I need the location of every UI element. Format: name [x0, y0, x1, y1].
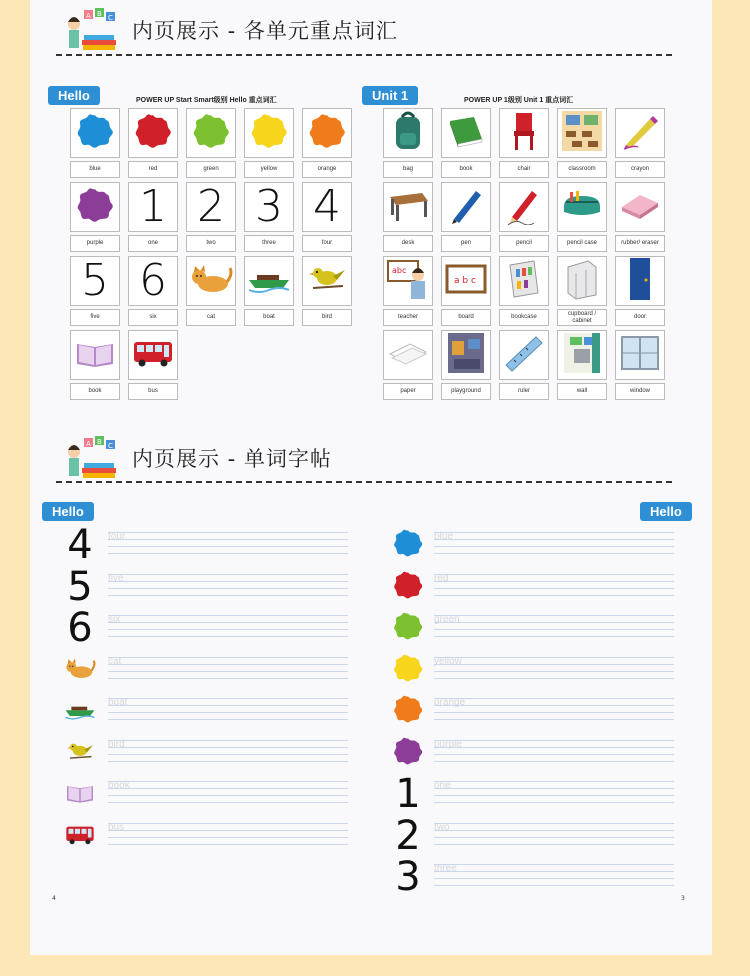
trace-word: two [434, 821, 450, 833]
blue-splash-icon [75, 111, 115, 155]
digit-glyph: 6 [139, 256, 167, 306]
vocab-card [383, 108, 433, 177]
copybook-tag-right: Hello [640, 502, 692, 521]
grid-heading: POWER UP 1级别 Unit 1 重点词汇 [464, 97, 574, 104]
vocab-label: playground [441, 383, 491, 400]
row-picture [60, 692, 100, 730]
vocab-label: orange [302, 161, 352, 178]
vocab-card [615, 108, 665, 177]
vocab-label: purple [70, 235, 120, 252]
vocab-picture [244, 256, 294, 306]
vocab-picture [615, 108, 665, 158]
writing-lines[interactable] [434, 740, 674, 762]
trace-word: bus [108, 821, 125, 833]
vocab-picture [499, 182, 549, 232]
bookcase-icon [504, 257, 544, 305]
vocab-picture [615, 256, 665, 306]
vocab-card [383, 256, 433, 325]
writing-lines[interactable] [108, 574, 348, 596]
vocab-card [499, 182, 549, 251]
vocab-label: board [441, 309, 491, 326]
vocab-label: boat [244, 309, 294, 326]
trace-word: cat [108, 655, 122, 667]
vocab-card [615, 330, 665, 399]
writing-lines[interactable] [108, 698, 348, 720]
desk-icon [386, 185, 430, 229]
trace-word: red [434, 572, 449, 584]
vocab-label: bag [383, 161, 433, 178]
vocab-label: pencil case [557, 235, 607, 252]
svg-text:C: C [108, 14, 113, 22]
vocab-picture [615, 330, 665, 380]
trace-word: orange [434, 697, 466, 708]
red-splash-icon [133, 111, 173, 155]
vocab-picture [302, 256, 352, 306]
teacher-icon [386, 257, 430, 305]
vocab-picture [302, 182, 352, 232]
wall-icon [562, 331, 602, 379]
section-divider [56, 54, 672, 56]
digit-glyph: 2 [395, 812, 421, 859]
trace-word: blue [434, 531, 453, 542]
vocab-card [186, 108, 236, 177]
vocab-label: classroom [557, 161, 607, 178]
unit-tag: Hello [48, 86, 100, 105]
vocab-label: cupboard / cabinet [557, 309, 607, 326]
yellow-splash-icon [249, 111, 289, 155]
trace-word: one [434, 780, 451, 791]
writing-lines[interactable] [108, 615, 348, 637]
cat-icon [189, 262, 233, 300]
vocab-card [499, 330, 549, 399]
vocab-card [499, 108, 549, 177]
purple-splash-icon [392, 735, 424, 771]
vocab-picture [441, 256, 491, 306]
vocab-picture [70, 256, 120, 306]
vocab-card [383, 330, 433, 399]
vocab-label: rubber/ eraser [615, 235, 665, 252]
vocab-card [615, 182, 665, 251]
classroom-icon [560, 109, 604, 157]
vocab-picture [441, 330, 491, 380]
paper-icon [386, 336, 430, 374]
vocab-card [441, 330, 491, 399]
writing-lines[interactable] [108, 823, 348, 845]
trace-word: three [434, 863, 457, 874]
vocab-card [499, 256, 549, 325]
vocab-label: window [615, 383, 665, 400]
vocab-picture [244, 182, 294, 232]
vocab-card [557, 182, 607, 251]
vocab-label: chair [499, 161, 549, 178]
vocab-label: cat [186, 309, 236, 326]
vocab-card [441, 182, 491, 251]
orange-splash-icon [307, 111, 347, 155]
vocab-label: one [128, 235, 178, 252]
vocab-label: book [70, 383, 120, 400]
row-picture [60, 734, 100, 772]
row-picture [388, 526, 428, 564]
vocab-picture [557, 108, 607, 158]
vocab-picture [383, 108, 433, 158]
writing-lines[interactable] [434, 615, 674, 637]
purple-splash-icon [75, 185, 115, 229]
row-picture [388, 854, 428, 900]
bird-icon [307, 262, 347, 300]
vocab-card [302, 108, 352, 177]
boat-icon [64, 699, 96, 723]
vocab-card [615, 256, 665, 325]
writing-lines[interactable] [108, 657, 348, 679]
ruler-icon [502, 333, 546, 377]
vocab-card [186, 256, 236, 325]
copybook-row [60, 734, 358, 772]
row-picture [60, 563, 100, 610]
book-icon [73, 336, 117, 374]
vocab-picture [383, 182, 433, 232]
chair-icon [506, 109, 542, 157]
copybook-row [388, 609, 684, 647]
copybook-row [388, 526, 684, 564]
vocab-picture [302, 108, 352, 158]
vocab-label: two [186, 235, 236, 252]
vocab-label: blue [70, 161, 120, 178]
vocab-picture [70, 182, 120, 232]
copybook-row [60, 605, 358, 651]
writing-lines[interactable] [434, 823, 674, 845]
trace-word: purple [434, 738, 462, 750]
cat-icon [64, 656, 96, 683]
vocab-picture [186, 108, 236, 158]
row-picture [60, 651, 100, 689]
vocab-card [70, 256, 120, 325]
digit-glyph: 1 [139, 182, 167, 232]
svg-text:A: A [86, 12, 91, 20]
vocab-picture [128, 182, 178, 232]
vocab-card [70, 182, 120, 251]
trace-word: bird [108, 738, 125, 750]
vocab-card [70, 108, 120, 177]
green-book-icon [444, 111, 488, 155]
row-picture [388, 771, 428, 817]
section-divider [56, 481, 672, 483]
vocab-picture [557, 256, 607, 306]
svg-text:B: B [97, 438, 102, 446]
vocab-card [441, 108, 491, 177]
abc-books-logo-icon [60, 6, 120, 54]
copybook-row [60, 775, 358, 813]
yellow-splash-icon [392, 652, 424, 688]
vocab-picture [128, 330, 178, 380]
pencil-icon [504, 185, 544, 229]
vocab-card [186, 182, 236, 251]
vocab-picture [499, 108, 549, 158]
red-splash-icon [392, 569, 424, 605]
copybook-row [388, 651, 684, 689]
backpack-icon [388, 109, 428, 157]
section-title: 内页展示 - 单词字帖 [132, 447, 332, 471]
row-picture [60, 605, 100, 651]
section-title: 内页展示 - 各单元重点词汇 [132, 19, 398, 43]
copybook-row [388, 771, 684, 817]
copybook-row [60, 692, 358, 730]
row-picture [388, 692, 428, 730]
vocab-picture [499, 256, 549, 306]
vocab-picture [383, 256, 433, 306]
writing-lines[interactable] [434, 781, 674, 803]
green-splash-icon [191, 111, 231, 155]
vocab-picture [557, 330, 607, 380]
vocab-picture [383, 330, 433, 380]
book-icon [64, 780, 96, 807]
vocab-card [244, 182, 294, 251]
vocab-label: bird [302, 309, 352, 326]
section-header-vocab [60, 6, 398, 54]
row-picture [388, 812, 428, 859]
vocab-label: yellow [244, 161, 294, 178]
door-icon [624, 256, 656, 306]
vocab-label: paper [383, 383, 433, 400]
digit-glyph: 2 [197, 182, 225, 232]
bird-icon [66, 739, 95, 766]
digit-glyph: 4 [67, 522, 93, 568]
digit-glyph: 5 [81, 256, 109, 306]
vocab-grid-hello [70, 108, 352, 399]
svg-text:C: C [108, 442, 113, 450]
vocab-label: door [615, 309, 665, 326]
grid-heading: POWER UP Start Smart级别 Hello 重点词汇 [136, 97, 277, 104]
bus-icon [64, 823, 96, 849]
writing-lines[interactable] [434, 698, 674, 720]
svg-text:abc: abc [392, 266, 407, 275]
row-picture [60, 522, 100, 568]
vocab-card [441, 256, 491, 325]
vocab-picture [128, 108, 178, 158]
vocab-card [557, 330, 607, 399]
vocab-card [128, 330, 178, 399]
board-icon [444, 262, 488, 300]
row-picture [60, 775, 100, 813]
digit-glyph: 1 [395, 771, 421, 817]
blue-splash-icon [392, 527, 424, 563]
digit-glyph: 5 [67, 563, 93, 610]
row-picture [60, 817, 100, 855]
window-icon [618, 333, 662, 377]
copybook-row [60, 817, 358, 855]
copybook-row [388, 734, 684, 772]
copybook-row [60, 522, 358, 568]
vocab-label: green [186, 161, 236, 178]
svg-text:A: A [86, 440, 91, 448]
vocab-picture [441, 182, 491, 232]
playground-icon [446, 331, 486, 379]
vocab-label: wall [557, 383, 607, 400]
writing-lines[interactable] [108, 532, 348, 554]
vocab-label: pen [441, 235, 491, 252]
vocab-label: bookcase [499, 309, 549, 326]
writing-lines[interactable] [108, 740, 348, 762]
vocab-card [302, 256, 352, 325]
crayon-icon [620, 111, 660, 155]
vocab-picture [70, 108, 120, 158]
pen-icon [446, 185, 486, 229]
writing-lines[interactable] [434, 532, 674, 554]
copybook-row [388, 812, 684, 859]
vocab-card [128, 108, 178, 177]
row-picture [388, 609, 428, 647]
vocab-card [244, 256, 294, 325]
copybook-row [388, 568, 684, 606]
vocab-label: pencil [499, 235, 549, 252]
vocab-picture [128, 256, 178, 306]
trace-word: green [434, 614, 460, 625]
trace-word: book [108, 780, 130, 791]
vocab-picture [186, 182, 236, 232]
orange-splash-icon [392, 693, 424, 729]
vocab-picture [615, 182, 665, 232]
trace-word: four [108, 531, 126, 542]
vocab-grid-unit1 [383, 108, 665, 399]
eraser-icon [618, 189, 662, 225]
unit-tag: Unit 1 [362, 86, 418, 105]
vocab-card [383, 182, 433, 251]
row-picture [388, 651, 428, 689]
copybook-row [60, 563, 358, 610]
copybook-row [388, 854, 684, 900]
svg-text:B: B [97, 10, 102, 18]
cupboard-icon [562, 257, 602, 305]
digit-glyph: 4 [313, 182, 341, 232]
vocab-label: book [441, 161, 491, 178]
pencil-case-icon [560, 188, 604, 226]
writing-lines[interactable] [108, 781, 348, 803]
vocab-label: bus [128, 383, 178, 400]
trace-word: six [108, 614, 121, 625]
row-picture [388, 734, 428, 772]
vocab-label: five [70, 309, 120, 326]
vocab-label: three [244, 235, 294, 252]
boat-icon [247, 264, 291, 298]
vocab-card [302, 182, 352, 251]
bus-icon [131, 337, 175, 373]
page-number-right: 3 [681, 895, 685, 902]
vocab-label: six [128, 309, 178, 326]
copybook-row [60, 651, 358, 689]
trace-word: five [108, 572, 124, 584]
vocab-card [128, 256, 178, 325]
vocab-picture [244, 108, 294, 158]
vocab-label: four [302, 235, 352, 252]
vocab-card [244, 108, 294, 177]
vocab-card [70, 330, 120, 399]
vocab-label: ruler [499, 383, 549, 400]
vocab-card [557, 256, 607, 325]
vocab-picture [499, 330, 549, 380]
abc-books-logo-icon [60, 434, 120, 482]
vocab-picture [70, 330, 120, 380]
vocab-card [128, 182, 178, 251]
page-number-left: 4 [52, 895, 56, 902]
vocab-label: red [128, 161, 178, 178]
digit-glyph: 3 [395, 854, 421, 900]
vocab-label: desk [383, 235, 433, 252]
svg-text:a b c: a b c [454, 276, 476, 286]
copybook-row [388, 692, 684, 730]
vocab-picture [557, 182, 607, 232]
vocab-picture [186, 256, 236, 306]
digit-glyph: 6 [67, 605, 93, 651]
digit-glyph: 3 [255, 182, 283, 232]
writing-lines[interactable] [434, 864, 674, 886]
trace-word: yellow [434, 655, 462, 667]
vocab-card [557, 108, 607, 177]
writing-lines[interactable] [434, 574, 674, 596]
trace-word: boat [108, 697, 128, 708]
vocab-label: teacher [383, 309, 433, 326]
green-splash-icon [392, 610, 424, 646]
copybook-tag-left: Hello [42, 502, 94, 521]
row-picture [388, 568, 428, 606]
vocab-picture [441, 108, 491, 158]
section-header-copybook [60, 434, 332, 482]
writing-lines[interactable] [434, 657, 674, 679]
vocab-label: crayon [615, 161, 665, 178]
